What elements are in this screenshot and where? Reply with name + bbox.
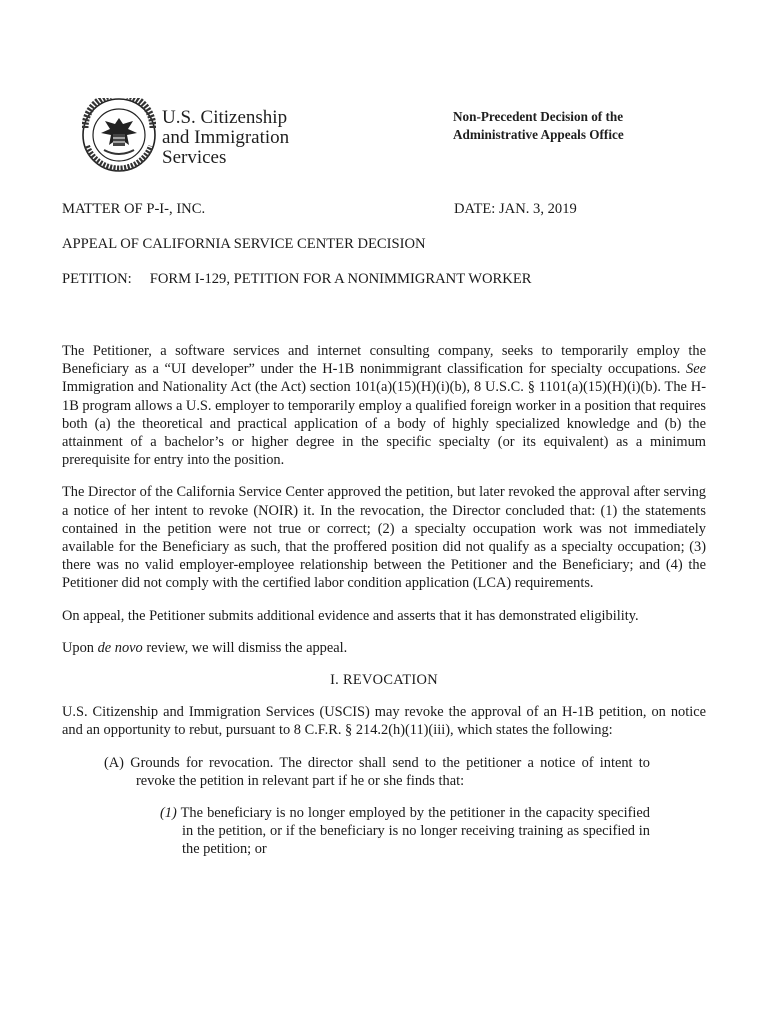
agency-line-3: Services <box>162 147 227 168</box>
paragraph-1-citation: Immigration and Nationality Act (the Act) section 101(a)(15)(H)(i)(b), 8 U.S.C. § 1101(a)(15)(H)(i)(b). The H-1B program allows a U.S. employer to temporarily employ a qualified foreign worker in a position that requires both (a) the theoretical and practical application of a body of highly specialized knowledge and (b) the attainment of a bachelor’s or higher degree in the specific specialty (or its equivalent) as a minimum prerequisite for entry into the position. <box>62 379 706 469</box>
decision-type-line-2: Administrative Appeals Office <box>453 127 624 142</box>
paragraph-1 <box>62 342 706 469</box>
agency-line-2: and Immigration <box>162 127 290 148</box>
petition-line <box>62 270 531 288</box>
paragraph-3: On appeal, the Petitioner submits additional evidence and asserts that it has demonstrated eligibility. <box>62 607 639 624</box>
paragraph-4-post: review, we will dismiss the appeal. <box>146 639 348 656</box>
paragraph-2: The Director of the California Service Center approved the petition, but later revoked the approval after serving a notice of her intent to revoke (NOIR) it. In the revocation, the Director concluded that: (1) the statements contained in the petition were not true or correct; (2) a specialty occupation work was not immediately available for the Beneficiary as such, that the proffered position did not qualify as a specialty occupation; (3) there was no valid employer-employee relationship between the Petitioner and the Beneficiary; and (4) the Petitioner did not comply with the certified labor condition application (LCA) requirements. <box>62 484 706 592</box>
quote-a-label: (A) <box>104 754 124 771</box>
quote-a <box>62 754 706 790</box>
matter-title: MATTER OF P-I-, INC. <box>62 201 206 217</box>
decision-date: DATE: JAN. 3, 2019 <box>454 201 577 217</box>
agency-line-1: U.S. Citizenship <box>162 107 288 128</box>
decision-type <box>453 108 624 144</box>
decision-body <box>62 342 706 873</box>
section-heading: I. REVOCATION <box>330 672 438 689</box>
paragraph-4-pre: Upon <box>62 639 94 656</box>
quote-a-text: Grounds for revocation. The director shall send to the petitioner a notice of intent to revoke the petition in relevant part if he or she finds that: <box>130 754 650 789</box>
dhs-seal-icon <box>82 98 156 172</box>
agency-name <box>162 108 289 168</box>
de-novo-term: de novo <box>97 639 143 656</box>
petition-value: FORM I-129, PETITION FOR A NONIMMIGRANT WORKER <box>149 271 532 287</box>
quote-1-label: (1) <box>160 805 177 822</box>
quote-1-text: The beneficiary is no longer employed by the petitioner in the capacity specified in the petition, or if the beneficiary is no longer receiving training as specified in the petition; or <box>180 805 650 858</box>
quote-1 <box>62 804 706 859</box>
petition-label: PETITION: <box>62 271 132 287</box>
see-signal: See <box>686 361 706 378</box>
appeal-line: APPEAL OF CALIFORNIA SERVICE CENTER DECISION <box>62 236 426 252</box>
paragraph-4 <box>62 639 706 657</box>
paragraph-5: U.S. Citizenship and Immigration Services (USCIS) may revoke the approval of an H-1B petition, on notice and an opportunity to rebut, pursuant to 8 C.F.R. § 214.2(h)(11)(iii), which states the following: <box>62 704 706 739</box>
decision-type-line-1: Non-Precedent Decision of the <box>453 109 624 124</box>
paragraph-1-text: The Petitioner, a software services and internet consulting company, seeks to temporarily employ the Beneficiary as a “UI developer” under the H-1B nonimmigrant classification for specialty occupations. <box>62 343 706 378</box>
